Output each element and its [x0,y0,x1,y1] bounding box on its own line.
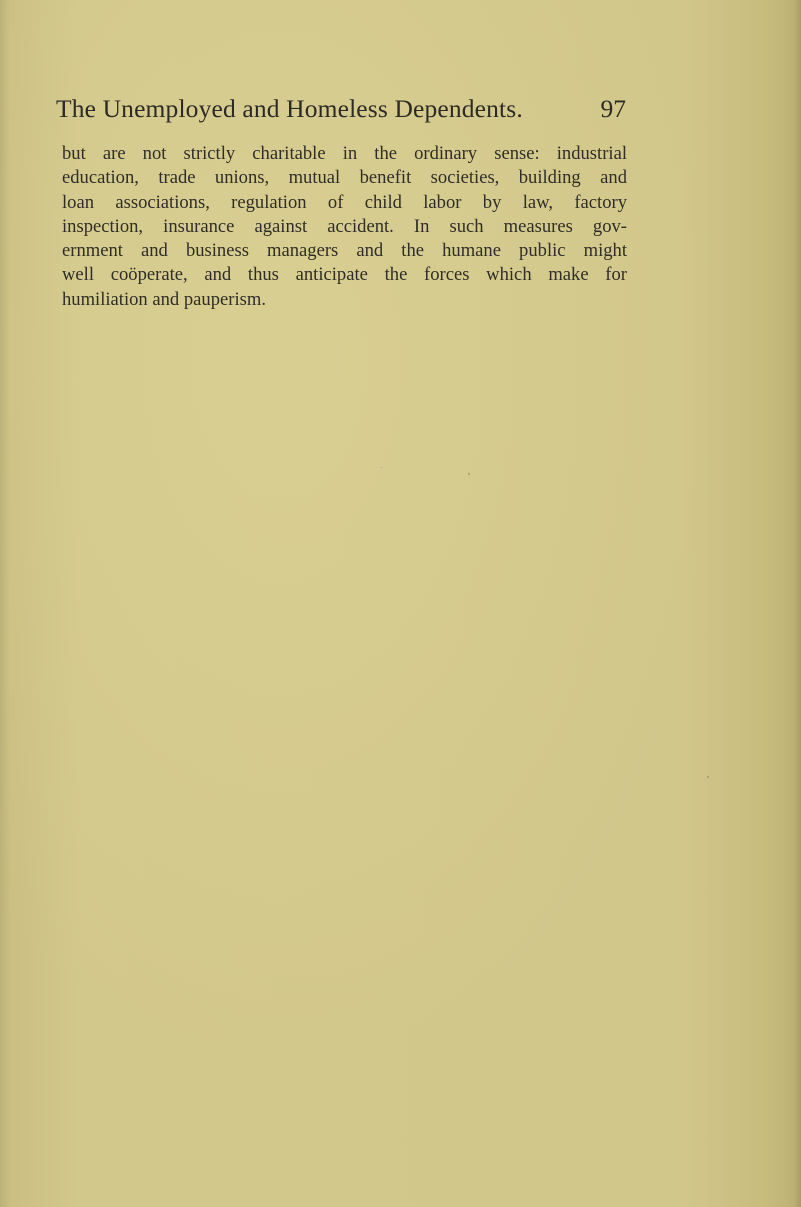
text-line: but are not strictly charitable in the ordinary sense: industrial [62,143,627,164]
text-line: education, trade unions, mutual benefit societies, building and [62,167,627,189]
running-title: The Unemployed and Homeless Dependents. [56,94,523,123]
text-line: ernment and business managers and the humane public might [62,240,627,262]
paper-speck [707,776,709,778]
text-line: well coöperate, and thus anticipate the forces which make for [62,264,627,286]
text-line: humiliation and pauperism. [62,288,266,310]
text-line: loan associations, regulation of child labor by law, factory [62,191,627,213]
page-number: 97 [600,94,626,123]
page-left-edge [0,0,10,1207]
text-line: inspection, insurance against accident. In such measures gov- [62,215,627,237]
page-right-edge [787,0,801,1207]
paper-speck [381,467,382,468]
body-paragraph [62,142,627,312]
running-head [56,92,626,126]
paper-speck [468,473,470,475]
